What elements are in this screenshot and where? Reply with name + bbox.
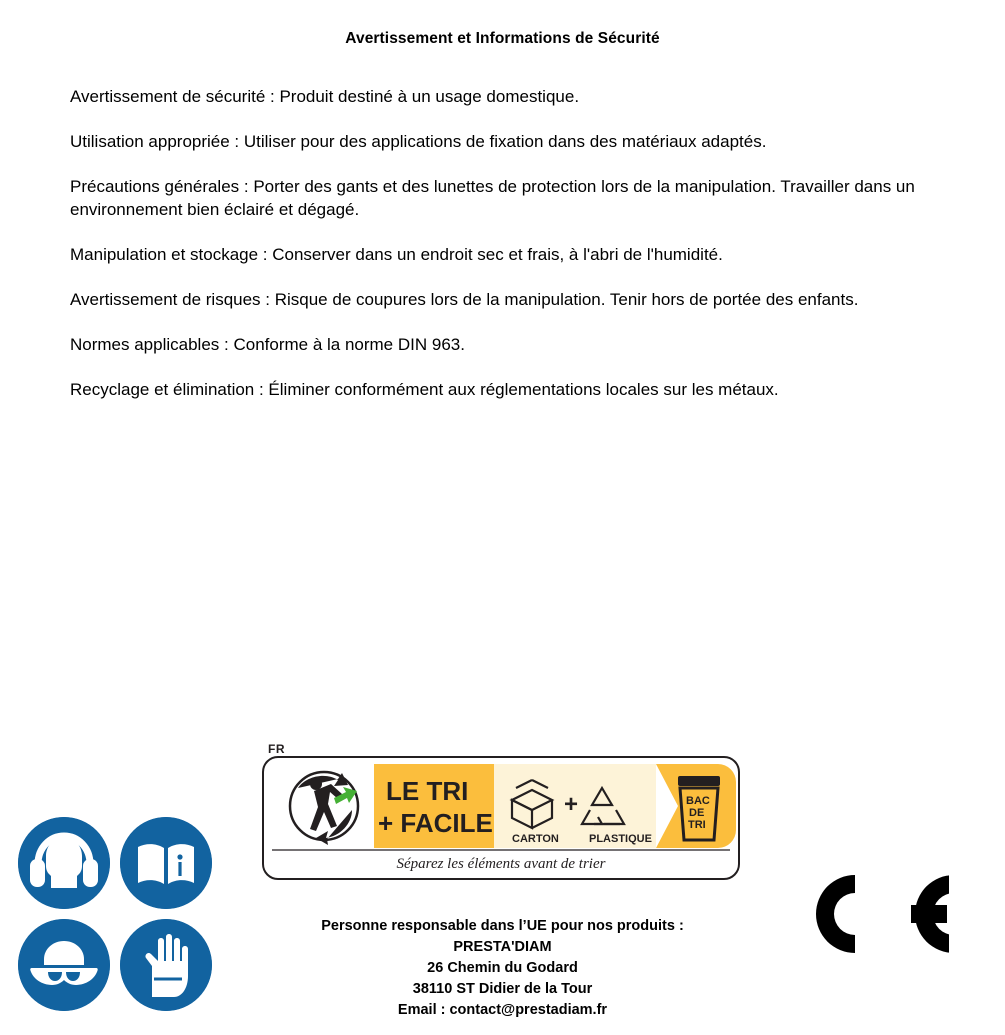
paragraph-handling-storage: Manipulation et stockage : Conserver dans un endroit sec et frais, à l'abri de l'humidité. [70,244,723,264]
paragraph-recycling-disposal: Recyclage et élimination : Éliminer conformément aux réglementations locales sur les métaux. [70,379,779,399]
page-title: Avertissement et Informations de Sécurité [345,30,660,47]
paragraph-general-precautions: Précautions générales : Porter des gants et des lunettes de protection lors de la manipulation. Travailler dans un environnement bien éclairé et dégagé. [70,176,915,219]
triman-figure-icon [290,772,358,845]
svg-text:LE TRI: LE TRI [386,776,469,806]
svg-text:Séparez les éléments avant de: Séparez les éléments avant de trier [396,856,606,872]
ear-protection-icon [18,817,110,909]
footer-responsible-person [0,916,1005,1021]
svg-text:BAC: BAC [686,795,710,807]
paragraph-safety-warning: Avertissement de sécurité : Produit destiné à un usage domestique. [70,87,580,106]
svg-text:CARTON: CARTON [512,833,559,845]
svg-text:+: + [564,791,579,818]
svg-text:DE: DE [689,807,705,819]
safety-information-text [70,86,939,402]
paragraph-proper-use: Utilisation appropriée : Utiliser pour des applications de fixation dans des matériaux adaptés. [70,131,767,151]
svg-text:+ FACILE: + FACILE [378,808,493,838]
svg-text:TRI: TRI [688,819,706,831]
footer-email: Email : contact@prestadiam.fr [397,1001,608,1018]
paragraph-risk-warning: Avertissement de risques : Risque de coupures lors de la manipulation. Tenir hors de portée des enfants. [70,289,859,309]
read-manual-icon [120,817,212,909]
paragraph-applicable-standards: Normes applicables : Conforme à la norme DIN 963. [70,334,465,354]
triman-country-code: FR [268,742,285,756]
footer-responsible-line: Personne responsable dans l’UE pour nos produits : [321,917,684,934]
footer-company-name: PRESTA'DIAM [453,938,552,955]
footer-street-address: 26 Chemin du Godard [427,959,578,976]
svg-text:PLASTIQUE: PLASTIQUE [589,833,652,845]
triman-recycling-banner [262,742,742,882]
footer-city-address: 38110 ST Didier de la Tour [412,980,593,997]
